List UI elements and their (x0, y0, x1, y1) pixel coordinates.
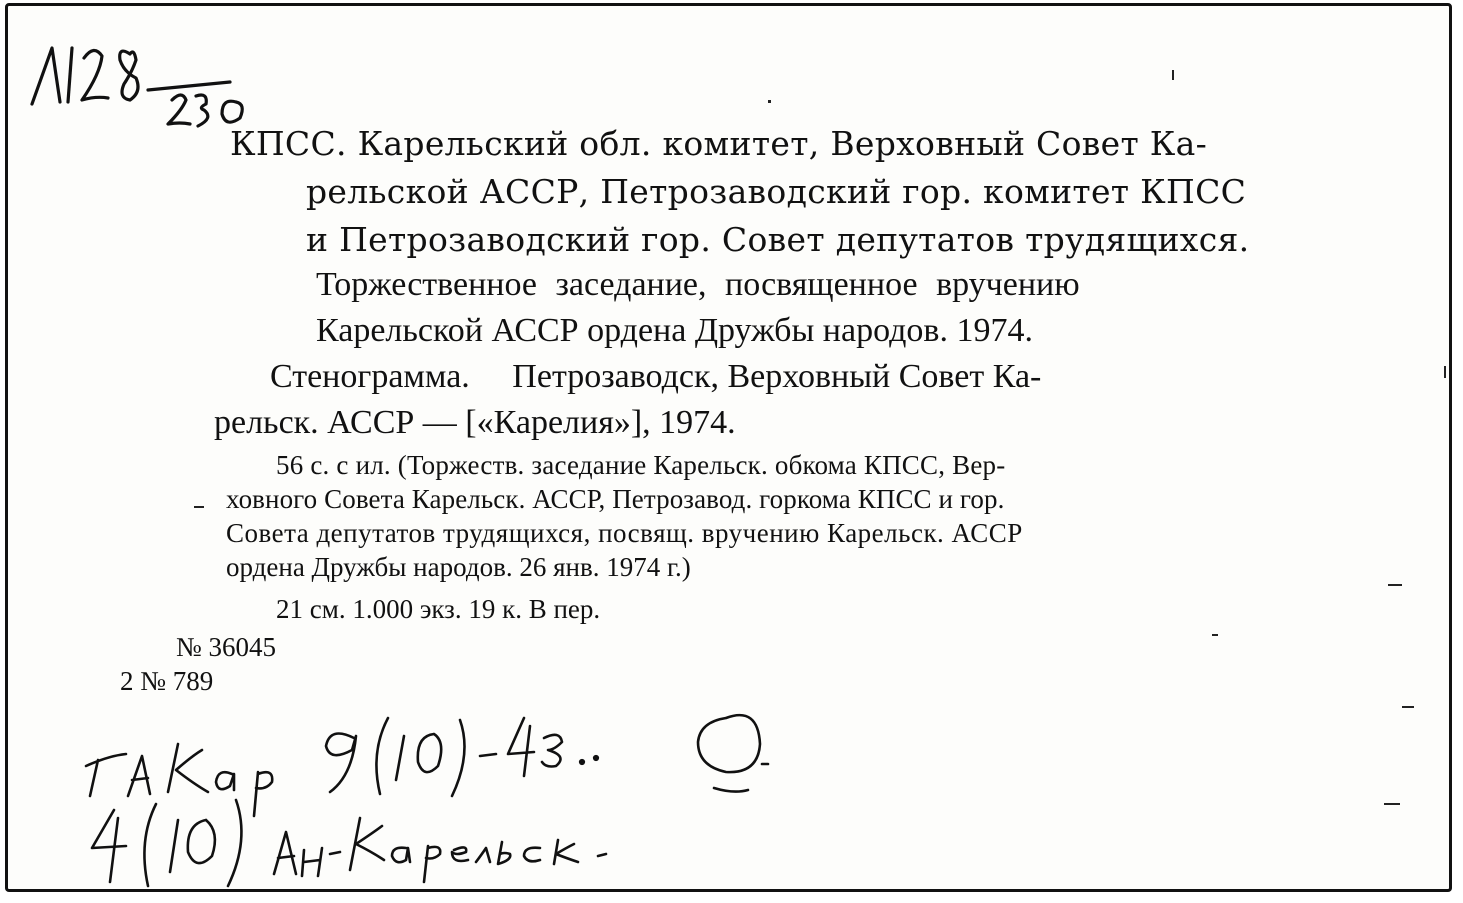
catalog-card (5, 3, 1452, 892)
speck-mark (1444, 366, 1446, 378)
speck-mark (1172, 70, 1174, 80)
speck-mark (1384, 803, 1400, 805)
title-line-1: КПСС. Карельский обл. комитет, Верховный Совет Ка- (230, 124, 1208, 163)
handwritten-call-number (26, 34, 266, 134)
collation-line-5: 21 см. 1.000 экз. 19 к. В пер. (276, 594, 601, 624)
title-line-5: Карельской АССР ордена Дружбы народов. 1974. (316, 312, 1033, 349)
card-number: 2 № 789 (120, 666, 214, 696)
handwritten-subject-ref (78, 790, 718, 890)
speck-mark (768, 100, 771, 103)
title-line-2: рельской АССР, Петрозаводский гор. комитет КПСС (306, 172, 1247, 211)
speck-mark (194, 506, 204, 508)
imprint-line-2: рельск. АССР — [«Карелия»], 1974. (214, 404, 736, 441)
collation-line-2: ховного Совета Карельск. АССР, Петрозавод. горкома КПСС и гор. (226, 484, 1005, 514)
imprint-line-1: Стенограмма. Петрозаводск, Верховный Совет Ка- (270, 358, 1042, 395)
title-line-4: Торжественное заседание, посвященное вручению (316, 266, 1080, 303)
speck-mark (1212, 634, 1218, 636)
speck-mark (1388, 584, 1402, 586)
collation-line-3: Совета депутатов трудящихся, посвящ. вручению Карельск. АССР (226, 518, 1023, 548)
title-line-3: и Петрозаводский гор. Совет депутатов трудящихся. (306, 220, 1250, 259)
collation-line-1: 56 с. с ил. (Торжеств. заседание Карельск. обкома КПСС, Вер- (276, 450, 1006, 480)
speck-mark (1402, 706, 1414, 708)
collation-line-4: ордена Дружбы народов. 26 янв. 1974 г.) (226, 552, 691, 582)
record-number: № 36045 (176, 632, 277, 662)
